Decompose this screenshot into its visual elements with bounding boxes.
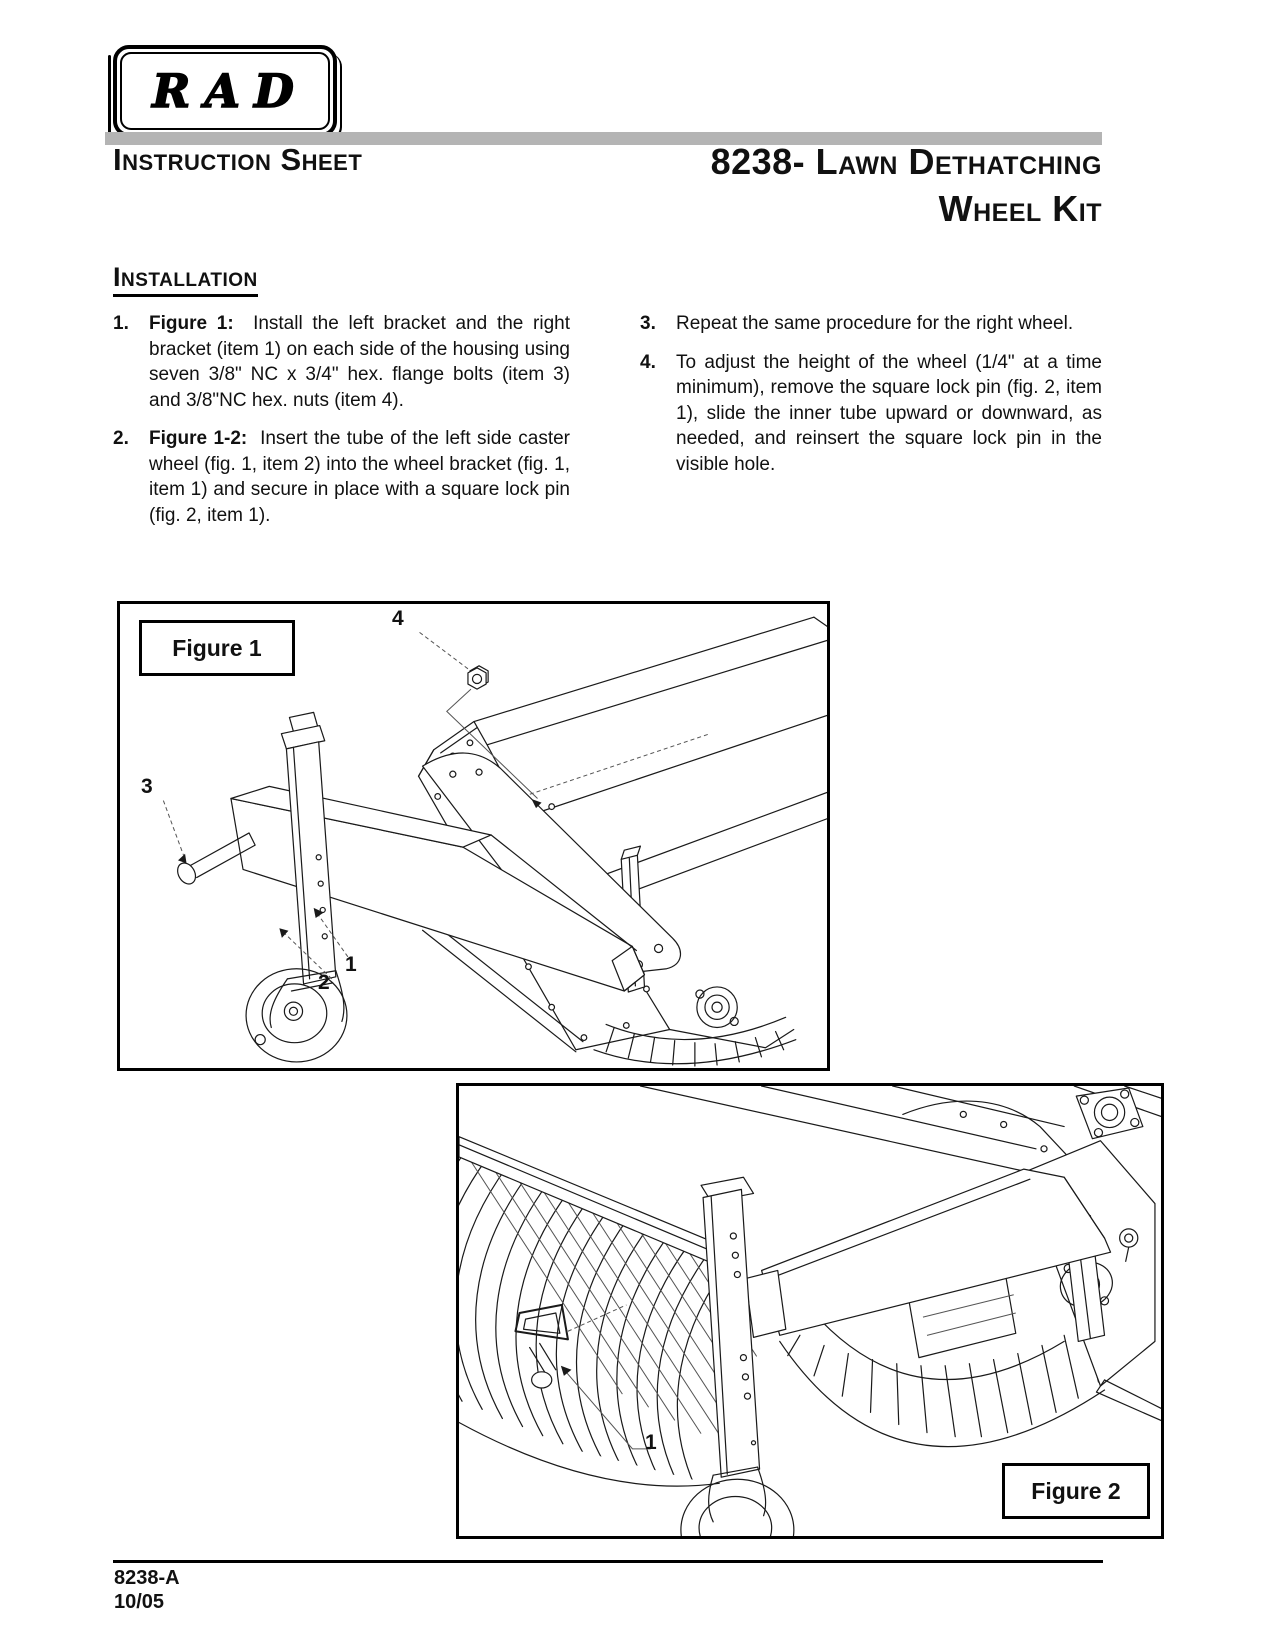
step-2 (113, 426, 570, 528)
step-2-number: 2. (113, 428, 129, 449)
product-title-line1: 8238- Lawn Dethatching (710, 141, 1102, 182)
figure-1-callout-1: 1 (345, 953, 357, 976)
step-3-number: 3. (640, 313, 656, 334)
product-title-line2: Wheel Kit (938, 188, 1102, 229)
step-4-number: 4. (640, 351, 656, 373)
step-3 (640, 311, 1102, 337)
step-4 (640, 350, 1102, 478)
figure-2-box (456, 1083, 1164, 1539)
step-1-number: 1. (113, 313, 129, 334)
step-1 (113, 311, 570, 413)
rad-logo-inner-border (120, 52, 330, 130)
step-1-prefix: Figure 1: (149, 313, 234, 334)
figure-1-callout-3: 3 (141, 775, 153, 798)
figure-1-label: Figure 1 (139, 620, 295, 676)
rad-logo-text: RAD (152, 64, 308, 118)
step-4-text: To adjust the height of the wheel (1/4" at a time minimum), remove the square lock pin (fig. 2, item 1), slide the inner tube upward or downward, as needed, and reinsert the square lock pin in the visible hole. (676, 351, 1102, 475)
figure-2-label: Figure 2 (1002, 1463, 1150, 1519)
footer-part-number: 8238-A (114, 1567, 180, 1589)
footer-rule (113, 1560, 1103, 1563)
product-title (500, 138, 1102, 232)
installation-heading: Installation (113, 262, 258, 297)
figure-2-callout-1: 1 (645, 1431, 657, 1454)
doc-type-title: Instruction Sheet (113, 142, 363, 177)
step-2-text: Insert the tube of the left side caster wheel (fig. 1, item 2) into the wheel bracket (fig. 1, item 1) and secure in place with a square lock pin (fig. 2, item 1). (149, 428, 570, 526)
step-2-prefix: Figure 1-2: (149, 428, 248, 449)
step-3-text: Repeat the same procedure for the right wheel. (676, 313, 1074, 334)
step-1-text: Install the left bracket and the right bracket (item 1) on each side of the housing using seven 3/8" NC x 3/4" hex. flange bolts (item 3) and 3/8"NC hex. nuts (item 4). (149, 313, 571, 411)
rad-logo (113, 45, 337, 137)
footer-revision-date: 10/05 (114, 1591, 165, 1613)
steps-column-left (113, 311, 570, 541)
steps-column-right (640, 311, 1102, 490)
figure-1-callout-4: 4 (392, 607, 404, 630)
figure-1-callout-2: 2 (318, 971, 330, 994)
figure-1-box (117, 601, 830, 1071)
